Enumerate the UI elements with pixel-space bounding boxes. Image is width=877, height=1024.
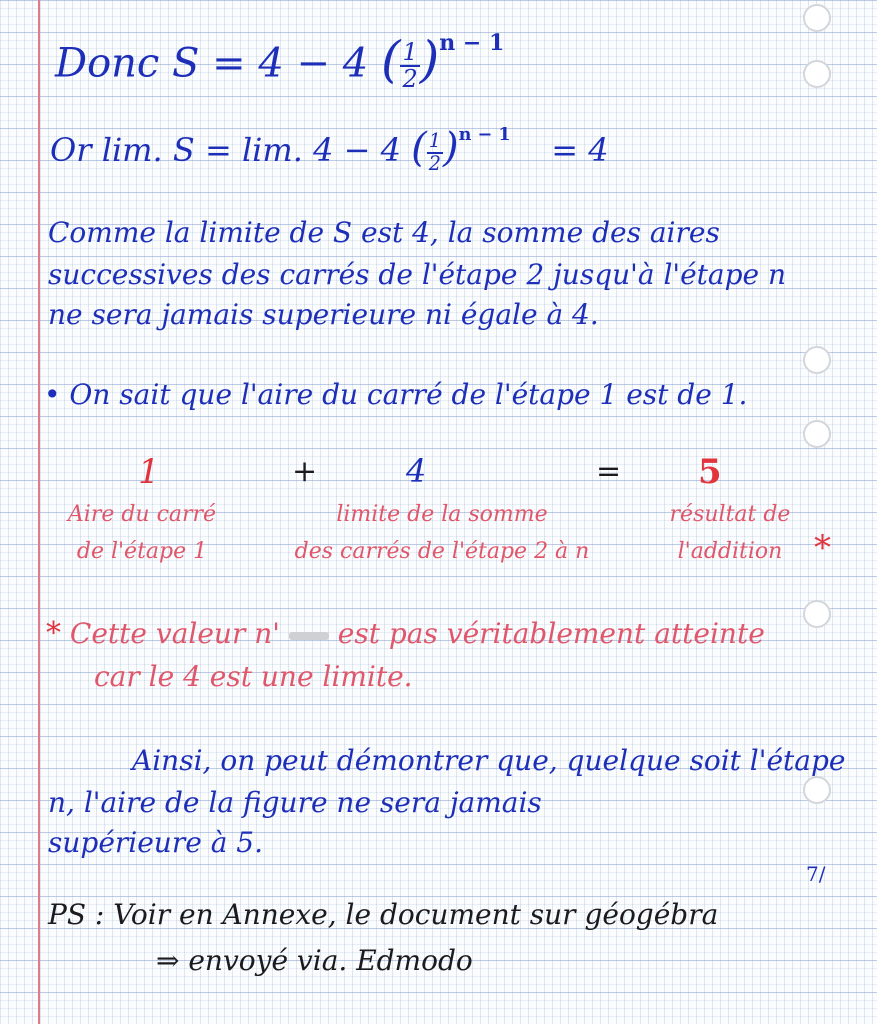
conclusion-line: Ainsi, on peut démontrer que, quelque soit l'étape xyxy=(132,744,846,777)
fraction xyxy=(427,131,443,173)
addition-term-2: 4 xyxy=(406,452,427,490)
label-line: l'addition xyxy=(677,539,783,564)
bullet-text: On sait que l'aire du carré de l'étape 1 est de 1. xyxy=(69,378,748,411)
label-line: de l'étape 1 xyxy=(76,539,208,564)
ps-line: ⇒ envoyé via. Edmodo xyxy=(156,944,473,977)
binder-hole xyxy=(803,420,831,448)
addition-term-1: 1 xyxy=(138,452,160,492)
paragraph-limit-line: ne sera jamais superieure ni égale à 4. xyxy=(48,298,599,331)
label-first-term xyxy=(52,502,232,564)
binder-hole xyxy=(803,60,831,88)
binder-hole xyxy=(803,600,831,628)
label-line: des carrés de l'étape 2 à n xyxy=(294,539,590,564)
bullet-line xyxy=(44,378,747,411)
formula-limit-result: = 4 xyxy=(551,131,609,170)
open-paren: ( xyxy=(411,125,427,172)
asterisk-icon: * xyxy=(46,616,61,651)
addition-equals: = xyxy=(596,454,622,489)
exponent: n − 1 xyxy=(458,124,511,145)
binder-hole xyxy=(803,346,831,374)
binder-hole xyxy=(803,776,831,804)
label-line: résultat de xyxy=(669,502,791,527)
corner-mark: 7/ xyxy=(806,862,826,886)
fraction-denominator: 2 xyxy=(402,65,418,94)
conclusion-line: supérieure à 5. xyxy=(48,826,264,859)
label-second-term xyxy=(272,502,612,564)
bullet-dot: • xyxy=(44,378,61,411)
formula-sum xyxy=(55,30,504,93)
exponent: n − 1 xyxy=(439,30,505,56)
note-text-start: Cette valeur n' xyxy=(69,617,280,650)
close-paren: ) xyxy=(442,125,459,172)
ps-line: PS : Voir en Annexe, le document sur géogébra xyxy=(48,898,719,931)
fraction-numerator: 1 xyxy=(402,38,418,67)
open-paren: ( xyxy=(380,30,401,89)
close-paren: ) xyxy=(419,30,440,89)
note-text-end: est pas véritablement atteinte xyxy=(337,617,765,650)
erased-word xyxy=(289,632,329,640)
fraction-denominator: 2 xyxy=(428,151,441,175)
asterisk-icon: * xyxy=(814,528,831,568)
binder-hole xyxy=(803,4,831,32)
paragraph-limit-line: successives des carrés de l'étape 2 jusqu'à l'étape n xyxy=(48,258,787,291)
conclusion-line: n, l'aire de la figure ne sera jamais xyxy=(48,786,542,819)
fraction xyxy=(400,40,419,92)
label-result xyxy=(640,502,820,564)
addition-plus: + xyxy=(292,454,318,489)
note-line xyxy=(46,616,765,651)
formula-sum-prefix: Donc S = 4 − 4 xyxy=(55,40,369,87)
fraction-numerator: 1 xyxy=(428,129,441,153)
formula-limit xyxy=(50,124,609,174)
label-line: Aire du carré xyxy=(67,502,217,527)
paragraph-limit-line: Comme la limite de S est 4, la somme des aires xyxy=(48,216,720,249)
label-line: limite de la somme xyxy=(336,502,548,527)
addition-result: 5 xyxy=(698,452,722,492)
margin-line xyxy=(38,0,40,1024)
formula-limit-prefix: Or lim. S = lim. 4 − 4 xyxy=(50,131,401,170)
note-line: car le 4 est une limite. xyxy=(94,660,413,693)
